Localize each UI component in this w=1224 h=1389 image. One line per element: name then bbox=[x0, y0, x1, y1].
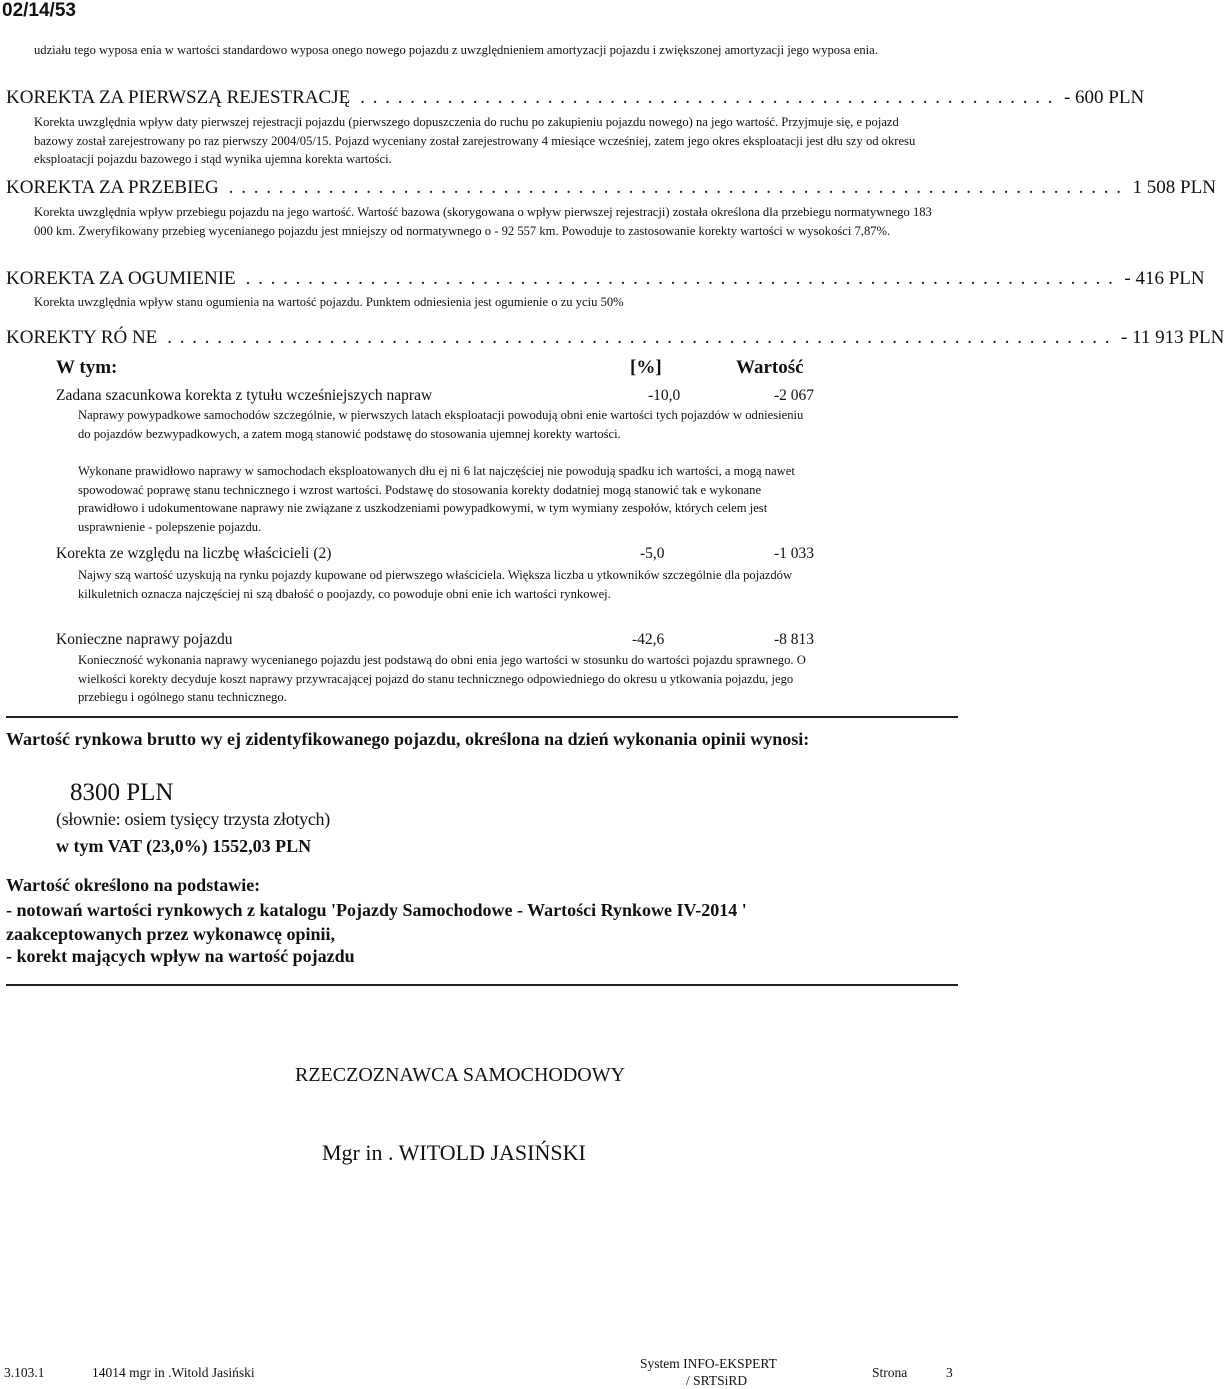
correction-description: Korekta uwzględnia wpływ przebiegu pojazdu na jego wartość. Wartość bazowa (skorygowana o wpływ pierwszej rejestracji) została określona dla przebiegu normatywnego 183 000 km. Zweryfikowany przebieg wycenianego pojazdu jest mniejszy od normatywnego o - 92 557 km. Powoduje to zastosowanie korekty wartości w wysokości 7,87%. bbox=[34, 205, 932, 238]
breakdown-row-percent: -42,6 bbox=[632, 631, 665, 648]
breakdown-header-value: Wartość bbox=[736, 357, 804, 378]
dot-leader: . . . . . . . . . . . . . . . . . . . . . . . . . . . . . . . . . . . . . . . . . . . . . . . . . . . . . . . . . . . . . . . . . . . . . . bbox=[245, 268, 1115, 289]
market-value-heading: Wartość rynkowa brutto wy ej zidentyfikowanego pojazdu, określona na dzień wykonania opinii wynosi: bbox=[6, 729, 810, 749]
correction-first-registration bbox=[6, 87, 1145, 111]
correction-title: KOREKTA ZA PIERWSZĄ REJESTRACJĘ bbox=[6, 87, 351, 108]
footer-author: 14014 mgr in .Witold Jasiński bbox=[92, 1365, 255, 1380]
correction-value: 1 508 PLN bbox=[1132, 177, 1216, 198]
correction-description: Korekta uwzględnia wpływ stanu ogumienia na wartość pojazdu. Punktem odniesienia jest ogumienie o zu yciu 50% bbox=[34, 295, 624, 309]
correction-title: KOREKTA ZA PRZEBIEG bbox=[6, 177, 219, 198]
correction-miscellaneous bbox=[6, 327, 1224, 351]
correction-value: - 416 PLN bbox=[1124, 268, 1205, 289]
footer-code: 3.103.1 bbox=[4, 1365, 45, 1380]
dot-leader: . . . . . . . . . . . . . . . . . . . . . . . . . . . . . . . . . . . . . . . . . . . . . . . . . . . . . . . . bbox=[360, 87, 1054, 108]
breakdown-row-label: Korekta ze względu na liczbę właścicieli (2) bbox=[56, 545, 332, 562]
breakdown-row-label: Konieczne naprawy pojazdu bbox=[56, 631, 233, 648]
divider bbox=[6, 716, 958, 718]
market-value-in-words: (słownie: osiem tysięcy trzysta złotych) bbox=[56, 809, 330, 829]
signature-name: Mgr in . WITOLD JASIŃSKI bbox=[322, 1140, 586, 1165]
footer-page-label: Strona bbox=[872, 1365, 908, 1380]
breakdown-note: Konieczność wykonania naprawy wycenianego pojazdu jest podstawą do obni enia jego wartości w stosunku do wartości pojazdu sprawnego. O wielkości korekty decyduje koszt naprawy przywracającej pojazd do stanu technicznego odpowiedniego do okresu u ytkowania pojazdu, jego przebiegu i ogólnego stanu technicznego. bbox=[78, 653, 806, 705]
correction-value: - 600 PLN bbox=[1063, 87, 1145, 108]
signature-role: RZECZOZNAWCA SAMOCHODOWY bbox=[295, 1064, 626, 1086]
breakdown-note: Naprawy powypadkowe samochodów szczególnie, w pierwszych latach eksploatacji powodują obni enie wartości tych pojazdów w odniesieniu do pojazdów bezwypadkowych, a zatem mogą stanowić podstawę do stosowania ujemnej korekty wartości. bbox=[78, 408, 804, 441]
market-value-vat: w tym VAT (23,0%) 1552,03 PLN bbox=[56, 836, 312, 856]
correction-description: Korekta uwzględnia wpływ daty pierwszej rejestracji pojazdu (pierwszego dopuszczenia do ruchu po zakupieniu pojazdu nowego) na jego wartość. Przyjmuje się, e pojazd bazowy został zarejestrowany po raz pierwszy 2004/05/15. Pojazd wyceniany został zarejestrowany 4 miesiące wcześniej, zatem jego okres eksploatacji jest dłu szy od okresu eksploatacji pojazdu bazowego i stąd wynika ujemna korekta wartości. bbox=[34, 115, 916, 166]
correction-value: - 11 913 PLN bbox=[1121, 327, 1224, 348]
intro-paragraph: udziału tego wyposa enia w wartości standardowo wyposa onego nowego pojazdu z uwzględnieniem amortyzacji pojazdu i zwiększonej amortyzacji jego wyposa enia. bbox=[34, 43, 878, 57]
correction-title: KOREKTA ZA OGUMIENIE bbox=[6, 268, 236, 289]
breakdown-header-percent: [%] bbox=[630, 357, 662, 378]
breakdown-header-label: W tym: bbox=[56, 357, 118, 378]
dot-leader: . . . . . . . . . . . . . . . . . . . . . . . . . . . . . . . . . . . . . . . . . . . . . . . . . . . . . . . . . . . . . . . . . . . . . . . . bbox=[228, 177, 1123, 198]
breakdown-row-percent: -10,0 bbox=[648, 387, 681, 404]
breakdown-row-value: -2 067 bbox=[773, 387, 814, 404]
basis-line: - notowań wartości rynkowych z katalogu 'Pojazdy Samochodowe - Wartości Rynkowe IV-2014 ' zaakceptowanych przez wykonawcę opinii, bbox=[6, 900, 747, 944]
breakdown-row-value: -8 813 bbox=[773, 631, 814, 648]
breakdown-row-label: Zadana szacunkowa korekta z tytułu wcześniejszych napraw bbox=[56, 387, 433, 404]
basis-heading: Wartość określono na podstawie: bbox=[6, 875, 261, 895]
correction-mileage bbox=[6, 177, 1216, 201]
footer-system: System INFO-EKSPERT bbox=[640, 1356, 777, 1371]
document-id: 02/14/53 bbox=[2, 0, 76, 21]
footer-page-number: 3 bbox=[946, 1365, 953, 1380]
breakdown-row-percent: -5,0 bbox=[640, 545, 665, 562]
breakdown-row-value: -1 033 bbox=[773, 545, 814, 562]
correction-tyres bbox=[6, 268, 1205, 292]
dot-leader: . . . . . . . . . . . . . . . . . . . . . . . . . . . . . . . . . . . . . . . . . . . . . . . . . . . . . . . . . . . . . . . . . . . . . . . . . . . . bbox=[167, 327, 1112, 348]
divider bbox=[6, 984, 958, 986]
market-value-amount: 8300 PLN bbox=[70, 779, 174, 806]
correction-title: KOREKTY RÓ NE bbox=[6, 327, 158, 348]
breakdown-note: Wykonane prawidłowo naprawy w samochodach eksploatowanych dłu ej ni 6 lat najczęściej nie powodują spadku ich wartości, a mogą nawet spowodować poprawę stanu technicznego i wzrost wartości. Podstawę do stosowania korekty dodatniej mogą stanowić tak e wykonane prawidłowo i udokumentowane naprawy nie związane z uszkodzeniami powypadkowymi, w tym wymiany zespołów, których celem jest usprawnienie - polepszenie pojazdu. bbox=[78, 464, 795, 534]
basis-line: - korekt mających wpływ na wartość pojazdu bbox=[6, 946, 355, 966]
footer-system-sub: / SRTSiRD bbox=[686, 1373, 748, 1388]
breakdown-note: Najwy szą wartość uzyskują na rynku pojazdy kupowane od pierwszego właściciela. Większa liczba u ytkowników szczególnie dla pojazdów kilkuletnich oznacza najczęściej ni szą dbałość o poojazdy, co powoduje obni enie ich wartości rynkowej. bbox=[78, 568, 793, 601]
